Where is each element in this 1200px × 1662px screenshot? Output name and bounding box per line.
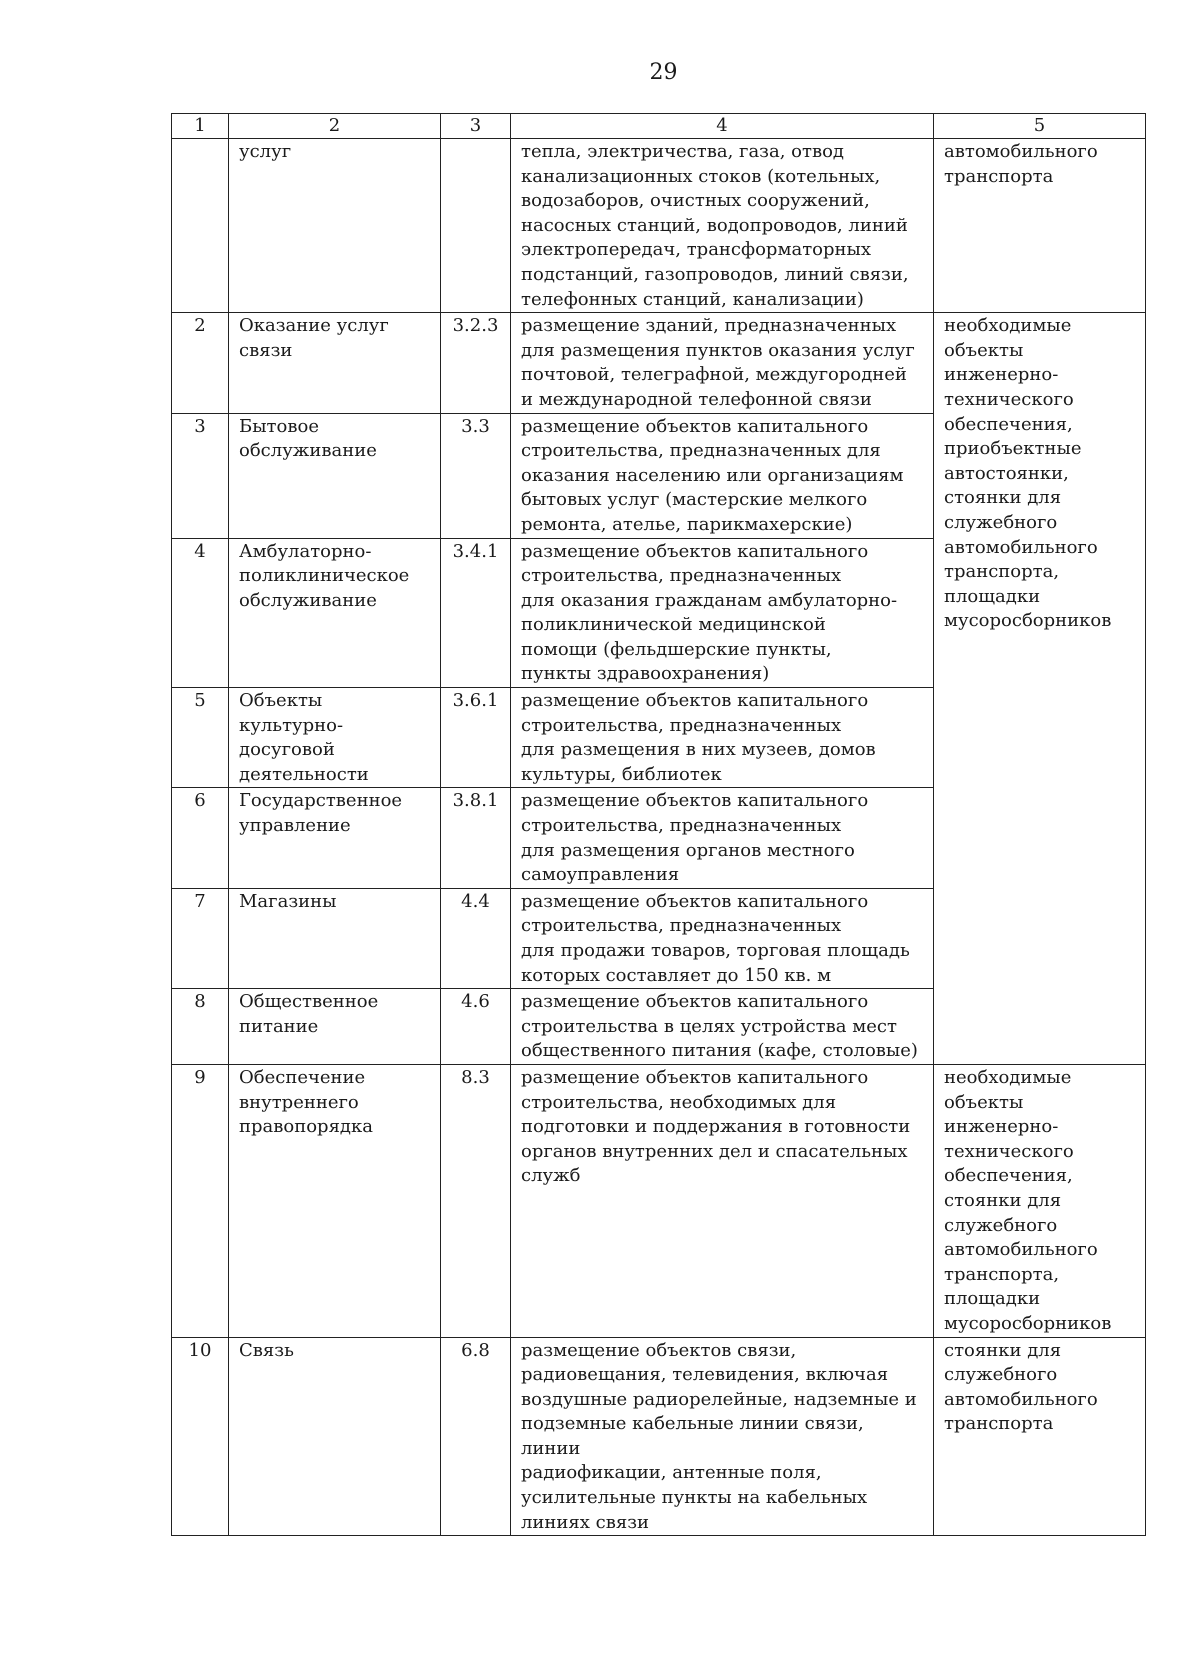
auxiliary-uses: автомобильного транспорта [934,139,1146,313]
use-type-name: Бытовое обслуживание [229,413,441,538]
use-type-description: размещение объектов связи, радиовещания, телевидения, включая воздушные радиорелейные, надземные и подземные кабельные линии связи, линии радиофикации, антенные поля, усилительные пункты на кабельных линиях связи [511,1337,934,1536]
use-type-description: размещение объектов капитального строительства, предназначенных для размещения в них музеев, домов культуры, библиотек [511,688,934,788]
table-row [172,139,1146,313]
row-number: 9 [172,1064,229,1337]
use-type-description: тепла, электричества, газа, отвод канализационных стоков (котельных, водозаборов, очистных сооружений, насосных станций, водопроводов, линий электропередач, трансформаторных подстанций, газопроводов, линий связи, телефонных станций, канализации) [511,139,934,313]
row-number: 7 [172,888,229,988]
use-type-name: Объекты культурно- досуговой деятельности [229,688,441,788]
column-header-1: 1 [172,114,229,139]
use-type-description: размещение объектов капитального строительства, необходимых для подготовки и поддержания в готовности органов внутренних дел и спасательных служб [511,1064,934,1337]
permitted-use-table [171,113,1146,1536]
auxiliary-uses-merged: необходимые объекты инженерно- технического обеспечения, приобъектные автостоянки, стоянки для служебного автомобильного транспорта, площадки мусоросборников [934,313,1146,1065]
row-number: 6 [172,788,229,888]
use-type-code: 3.6.1 [441,688,511,788]
page-number: 29 [649,60,678,85]
use-type-description: размещение объектов капитального строительства, предназначенных для оказания населению или организациям бытовых услуг (мастерские мелкого ремонта, ателье, парикмахерские) [511,413,934,538]
use-type-code [441,139,511,313]
use-type-name: Государственное управление [229,788,441,888]
use-type-name: Общественное питание [229,989,441,1065]
column-header-4: 4 [511,114,934,139]
use-type-description: размещение объектов капитального строительства в целях устройства мест общественного питания (кафе, столовые) [511,989,934,1065]
use-type-name: Амбулаторно- поликлиническое обслуживание [229,538,441,688]
use-type-description: размещение объектов капитального строительства, предназначенных для оказания гражданам амбулаторно- поликлинической медицинской помощи (фельдшерские пункты, пункты здравоохранения) [511,538,934,688]
table-header-row [172,114,1146,139]
use-type-code: 3.8.1 [441,788,511,888]
use-type-code: 4.4 [441,888,511,988]
column-header-3: 3 [441,114,511,139]
column-header-5: 5 [934,114,1146,139]
use-type-code: 3.2.3 [441,313,511,413]
row-number: 8 [172,989,229,1065]
use-type-code: 6.8 [441,1337,511,1536]
column-header-2: 2 [229,114,441,139]
use-type-code: 8.3 [441,1064,511,1337]
use-type-description: размещение зданий, предназначенных для размещения пунктов оказания услуг почтовой, телеграфной, междугородней и международной телефонной связи [511,313,934,413]
row-number: 4 [172,538,229,688]
use-type-name: Обеспечение внутреннего правопорядка [229,1064,441,1337]
auxiliary-uses: необходимые объекты инженерно- технического обеспечения, стоянки для служебного автомобильного транспорта, площадки мусоросборников [934,1064,1146,1337]
use-type-code: 4.6 [441,989,511,1065]
use-type-name: Связь [229,1337,441,1536]
use-type-code: 3.3 [441,413,511,538]
table-row [172,1064,1146,1337]
table-row [172,313,1146,413]
row-number: 10 [172,1337,229,1536]
use-type-description: размещение объектов капитального строительства, предназначенных для размещения органов местного самоуправления [511,788,934,888]
use-type-name: Магазины [229,888,441,988]
row-number [172,139,229,313]
row-number: 2 [172,313,229,413]
row-number: 5 [172,688,229,788]
use-type-description: размещение объектов капитального строительства, предназначенных для продажи товаров, торговая площадь которых составляет до 150 кв. м [511,888,934,988]
use-type-name: услуг [229,139,441,313]
auxiliary-uses: стоянки для служебного автомобильного транспорта [934,1337,1146,1536]
permitted-use-table-wrapper [171,113,1146,1536]
table-row [172,1337,1146,1536]
use-type-name: Оказание услуг связи [229,313,441,413]
row-number: 3 [172,413,229,538]
use-type-code: 3.4.1 [441,538,511,688]
